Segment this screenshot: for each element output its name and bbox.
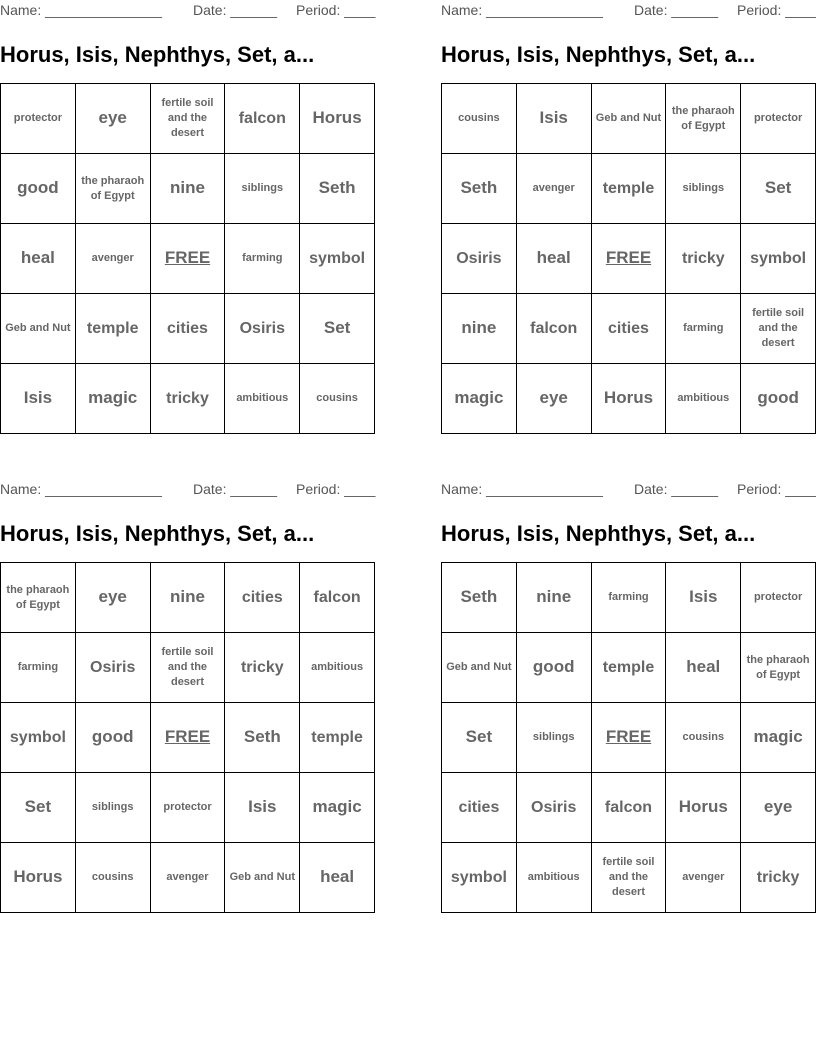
period-field[interactable]: Period: ____: [737, 481, 816, 497]
bingo-cell[interactable]: fertile soil and the desert: [151, 84, 226, 154]
free-space[interactable]: FREE: [151, 224, 226, 294]
name-field[interactable]: Name: _______________: [0, 2, 162, 18]
bingo-cell[interactable]: magic: [300, 773, 375, 843]
bingo-cell[interactable]: Horus: [666, 773, 741, 843]
bingo-cell[interactable]: cities: [225, 563, 300, 633]
bingo-cell[interactable]: siblings: [76, 773, 151, 843]
bingo-cell[interactable]: symbol: [442, 843, 517, 913]
bingo-cell[interactable]: Horus: [300, 84, 375, 154]
free-space[interactable]: FREE: [592, 703, 667, 773]
bingo-cell[interactable]: cities: [442, 773, 517, 843]
bingo-cell[interactable]: fertile soil and the desert: [741, 294, 816, 364]
bingo-cell[interactable]: siblings: [517, 703, 592, 773]
bingo-cell[interactable]: Set: [741, 154, 816, 224]
bingo-cell[interactable]: good: [517, 633, 592, 703]
bingo-cell[interactable]: symbol: [300, 224, 375, 294]
bingo-cell[interactable]: Isis: [666, 563, 741, 633]
bingo-cell[interactable]: tricky: [666, 224, 741, 294]
bingo-cell[interactable]: farming: [1, 633, 76, 703]
bingo-cell[interactable]: cousins: [300, 364, 375, 434]
student-info-line: [441, 479, 816, 499]
bingo-cell[interactable]: ambitious: [517, 843, 592, 913]
bingo-cell[interactable]: temple: [76, 294, 151, 364]
bingo-cell[interactable]: falcon: [592, 773, 667, 843]
bingo-cell[interactable]: ambitious: [225, 364, 300, 434]
bingo-cell[interactable]: protector: [741, 84, 816, 154]
bingo-cell[interactable]: heal: [517, 224, 592, 294]
bingo-cell[interactable]: nine: [442, 294, 517, 364]
bingo-cell[interactable]: Seth: [442, 154, 517, 224]
bingo-grid: [441, 83, 816, 434]
bingo-cell[interactable]: eye: [76, 84, 151, 154]
period-field[interactable]: Period: ____: [296, 2, 376, 18]
bingo-cell[interactable]: farming: [666, 294, 741, 364]
bingo-cell[interactable]: nine: [151, 154, 226, 224]
bingo-cell[interactable]: heal: [666, 633, 741, 703]
bingo-cell[interactable]: siblings: [225, 154, 300, 224]
bingo-cell[interactable]: ambitious: [666, 364, 741, 434]
bingo-cell[interactable]: cities: [592, 294, 667, 364]
bingo-cell[interactable]: farming: [592, 563, 667, 633]
bingo-cell[interactable]: avenger: [151, 843, 226, 913]
bingo-cell[interactable]: Isis: [1, 364, 76, 434]
bingo-cell[interactable]: magic: [741, 703, 816, 773]
bingo-cell[interactable]: fertile soil and the desert: [151, 633, 226, 703]
bingo-cell[interactable]: tricky: [741, 843, 816, 913]
bingo-cell[interactable]: siblings: [666, 154, 741, 224]
bingo-cell[interactable]: symbol: [1, 703, 76, 773]
bingo-cell[interactable]: Geb and Nut: [225, 843, 300, 913]
bingo-cell[interactable]: falcon: [517, 294, 592, 364]
bingo-cell[interactable]: cities: [151, 294, 226, 364]
bingo-cell[interactable]: cousins: [442, 84, 517, 154]
bingo-cell[interactable]: Geb and Nut: [1, 294, 76, 364]
bingo-cell[interactable]: protector: [1, 84, 76, 154]
card-title: Horus, Isis, Nephthys, Set, a...: [0, 42, 315, 67]
bingo-cell[interactable]: Horus: [592, 364, 667, 434]
bingo-cell[interactable]: avenger: [517, 154, 592, 224]
bingo-cell[interactable]: Horus: [1, 843, 76, 913]
date-field[interactable]: Date: ______: [634, 481, 719, 497]
bingo-cell[interactable]: the pharaoh of Egypt: [666, 84, 741, 154]
date-field[interactable]: Date: ______: [634, 2, 719, 18]
bingo-cell[interactable]: temple: [592, 154, 667, 224]
bingo-cell[interactable]: good: [76, 703, 151, 773]
card-title: Horus, Isis, Nephthys, Set, a...: [441, 42, 756, 67]
bingo-cell[interactable]: tricky: [225, 633, 300, 703]
bingo-cell[interactable]: heal: [1, 224, 76, 294]
name-field[interactable]: Name: _______________: [441, 481, 603, 497]
period-field[interactable]: Period: ____: [296, 481, 376, 497]
bingo-cell[interactable]: symbol: [741, 224, 816, 294]
bingo-cell[interactable]: ambitious: [300, 633, 375, 703]
bingo-cell[interactable]: the pharaoh of Egypt: [76, 154, 151, 224]
student-info-line: [0, 479, 375, 499]
bingo-cell[interactable]: Seth: [225, 703, 300, 773]
bingo-cell[interactable]: protector: [151, 773, 226, 843]
bingo-cell[interactable]: Geb and Nut: [442, 633, 517, 703]
date-field[interactable]: Date: ______: [193, 2, 278, 18]
bingo-cell[interactable]: cousins: [76, 843, 151, 913]
bingo-cell[interactable]: temple: [300, 703, 375, 773]
bingo-cell[interactable]: Set: [300, 294, 375, 364]
bingo-cell[interactable]: the pharaoh of Egypt: [741, 633, 816, 703]
bingo-cell[interactable]: the pharaoh of Egypt: [1, 563, 76, 633]
bingo-grid: [0, 83, 375, 434]
bingo-cell[interactable]: magic: [442, 364, 517, 434]
free-space[interactable]: FREE: [592, 224, 667, 294]
bingo-cell[interactable]: nine: [151, 563, 226, 633]
bingo-cell[interactable]: good: [741, 364, 816, 434]
bingo-cell[interactable]: Geb and Nut: [592, 84, 667, 154]
date-field[interactable]: Date: ______: [193, 481, 278, 497]
bingo-cell[interactable]: Isis: [225, 773, 300, 843]
bingo-cell[interactable]: eye: [741, 773, 816, 843]
bingo-cell[interactable]: protector: [741, 563, 816, 633]
name-field[interactable]: Name: _______________: [441, 2, 603, 18]
student-info-line: [441, 0, 816, 20]
bingo-cell[interactable]: good: [1, 154, 76, 224]
free-space[interactable]: FREE: [151, 703, 226, 773]
bingo-cell[interactable]: cousins: [666, 703, 741, 773]
bingo-cell[interactable]: Seth: [300, 154, 375, 224]
bingo-cell[interactable]: Osiris: [225, 294, 300, 364]
bingo-cell[interactable]: heal: [300, 843, 375, 913]
student-info-line: [0, 0, 375, 20]
bingo-cell[interactable]: Set: [1, 773, 76, 843]
bingo-cell[interactable]: temple: [592, 633, 667, 703]
bingo-cell[interactable]: avenger: [666, 843, 741, 913]
bingo-grid: [0, 562, 375, 913]
name-field[interactable]: Name: _______________: [0, 481, 162, 497]
bingo-cell[interactable]: Osiris: [517, 773, 592, 843]
bingo-cell[interactable]: eye: [76, 563, 151, 633]
bingo-cell[interactable]: falcon: [300, 563, 375, 633]
bingo-cell[interactable]: Osiris: [442, 224, 517, 294]
bingo-cell[interactable]: Set: [442, 703, 517, 773]
bingo-cell[interactable]: Seth: [442, 563, 517, 633]
bingo-cell[interactable]: tricky: [151, 364, 226, 434]
bingo-cell[interactable]: nine: [517, 563, 592, 633]
card-title: Horus, Isis, Nephthys, Set, a...: [441, 521, 756, 546]
bingo-cell[interactable]: farming: [225, 224, 300, 294]
bingo-cell[interactable]: Isis: [517, 84, 592, 154]
bingo-cell[interactable]: fertile soil and the desert: [592, 843, 667, 913]
bingo-cell[interactable]: Osiris: [76, 633, 151, 703]
bingo-grid: [441, 562, 816, 913]
card-title: Horus, Isis, Nephthys, Set, a...: [0, 521, 315, 546]
bingo-cell[interactable]: magic: [76, 364, 151, 434]
bingo-cell[interactable]: avenger: [76, 224, 151, 294]
bingo-cell[interactable]: eye: [517, 364, 592, 434]
period-field[interactable]: Period: ____: [737, 2, 816, 18]
bingo-cell[interactable]: falcon: [225, 84, 300, 154]
